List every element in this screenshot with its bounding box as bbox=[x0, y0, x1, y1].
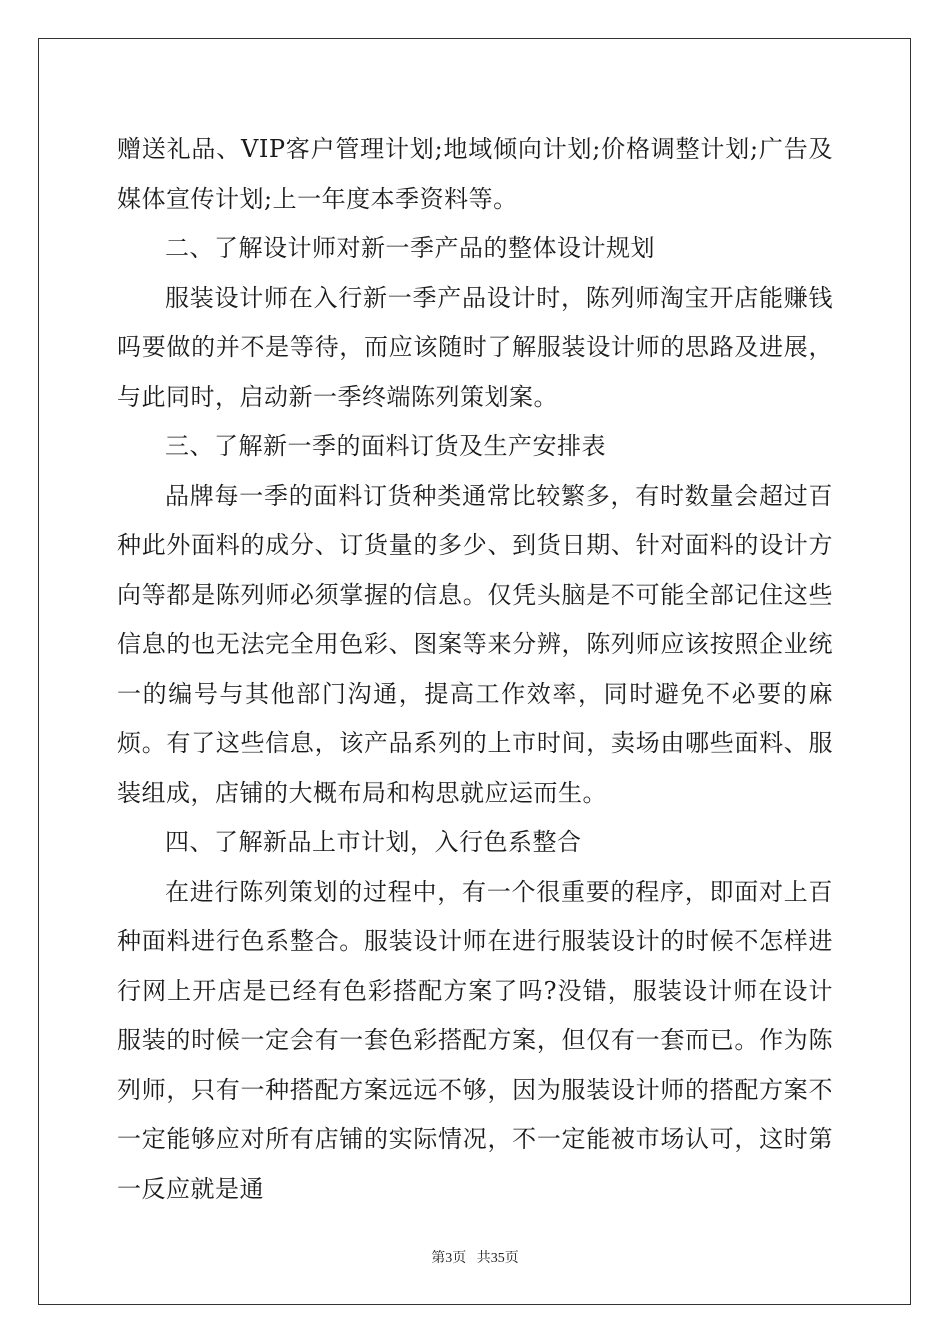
page-footer bbox=[0, 1247, 950, 1267]
section-heading-3: 三、了解新一季的面料订货及生产安排表 bbox=[165, 432, 606, 460]
paragraph-4: 在进行陈列策划的过程中，有一个很重要的程序，即面对上百种面料进行色系整合。服装设计师在进行服装设计的时候不怎样进行网上开店是已经有色彩搭配方案了吗?没错，服装设计师在设计服装的时候一定会有一套色彩搭配方案，但仅有一套而已。作为陈列师，只有一种搭配方案远远不够，因为服装设计师的搭配方案不一定能够应对所有店铺的实际情况，不一定能被市场认可，这时第一反应就是通 bbox=[117, 877, 833, 1203]
document-body bbox=[117, 125, 833, 1214]
paragraph-1: 赠送礼品、VIP客户管理计划;地域倾向计划;价格调整计划;广告及媒体宣传计划;上一年度本季资料等。 bbox=[117, 135, 833, 213]
section-heading-2: 二、了解设计师对新一季产品的整体设计规划 bbox=[165, 234, 655, 262]
paragraph-3: 品牌每一季的面料订货种类通常比较繁多，有时数量会超过百种此外面料的成分、订货量的多少、到货日期、针对面料的设计方向等都是陈列师必须掌握的信息。仅凭头脑是不可能全部记住这些信息的也无法完全用色彩、图案等来分辨，陈列师应该按照企业统一的编号与其他部门沟通，提高工作效率，同时避免不必要的麻烦。有了这些信息，该产品系列的上市时间，卖场由哪些面料、服装组成，店铺的大概布局和构思就应运而生。 bbox=[117, 481, 833, 807]
paragraph-2: 服装设计师在入行新一季产品设计时，陈列师淘宝开店能赚钱吗要做的并不是等待，而应该随时了解服装设计师的思路及进展，与此同时，启动新一季终端陈列策划案。 bbox=[117, 283, 833, 411]
total-pages: 共35页 bbox=[476, 1251, 519, 1266]
section-heading-4: 四、了解新品上市计划，入行色系整合 bbox=[165, 828, 582, 856]
page-number: 第3页 bbox=[431, 1251, 467, 1266]
